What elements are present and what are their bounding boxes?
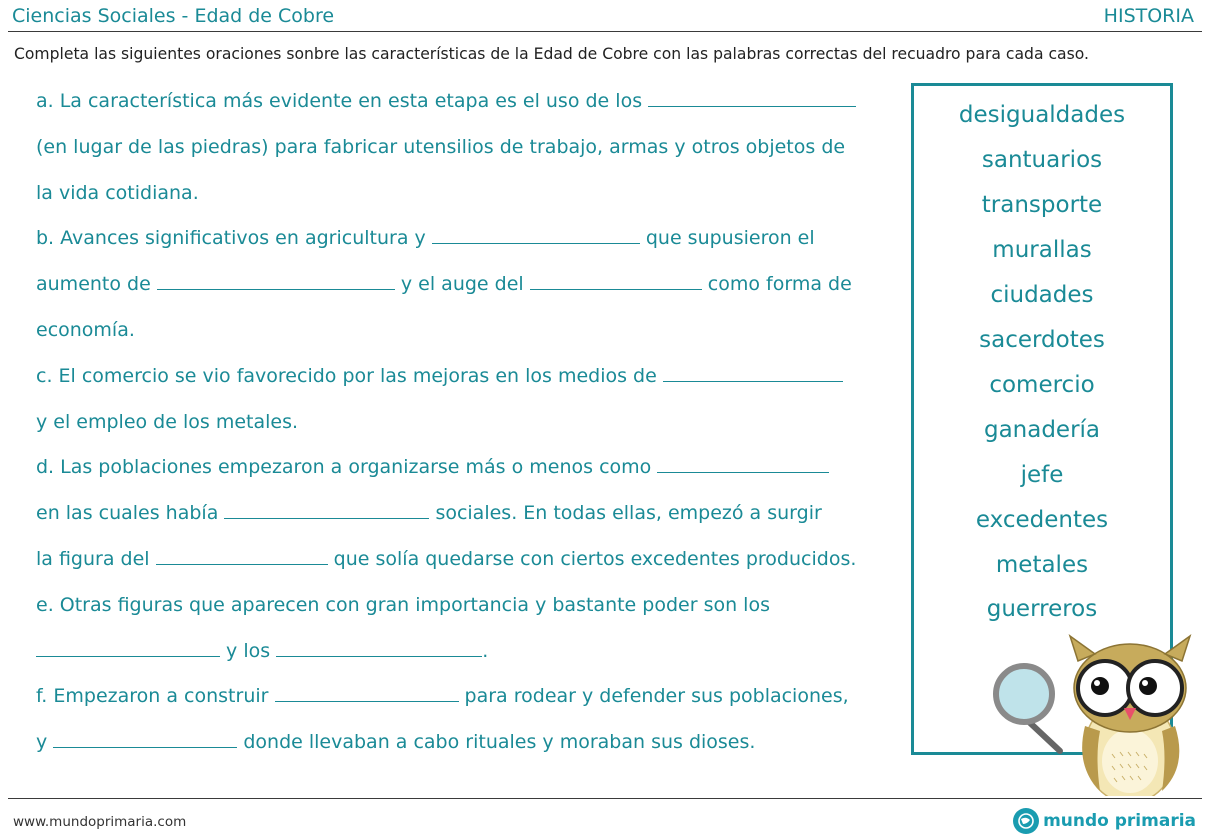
sentence-d-line-1: d. Las poblaciones empezaron a organizarse más o menos como xyxy=(36,452,896,498)
sentence-a-line-2: (en lugar de las piedras) para fabricar utensilios de trabajo, armas y otros objetos de xyxy=(36,135,846,158)
website-link[interactable]: www.mundoprimaria.com xyxy=(13,814,187,830)
blank-e-2[interactable] xyxy=(276,638,482,657)
word-bank-item: guerreros xyxy=(986,596,1098,622)
sentence-d-line-2: en las cuales había sociales. En todas ellas, empezó a surgir xyxy=(36,502,822,525)
footer-divider xyxy=(8,798,1202,799)
blank-a[interactable] xyxy=(648,88,856,107)
sentence-e-line-1: e. Otras figuras que aparecen con gran importancia y bastante poder son los xyxy=(36,593,770,616)
blank-f-2[interactable] xyxy=(53,729,237,748)
sentence-c-line-2: y el empleo de los metales. xyxy=(36,410,299,433)
word-bank-item: desigualdades xyxy=(958,102,1126,128)
header-divider xyxy=(8,31,1202,32)
globe-icon xyxy=(1013,808,1039,834)
blank-d-1[interactable] xyxy=(657,454,829,473)
subject-label: HISTORIA xyxy=(1103,5,1194,27)
sentence-b-line-3: economía. xyxy=(36,318,135,341)
sentence-b-line-1: b. Avances significativos en agricultura y que supusieron el xyxy=(36,227,815,250)
logo-text: mundo primaria xyxy=(1043,811,1196,831)
sentence-f-line-1: f. Empezaron a construir para rodear y defender sus poblaciones, xyxy=(36,685,849,708)
blank-b-1[interactable] xyxy=(432,225,640,244)
sentence-a-line-1: a. La característica más evidente en esta etapa es el uso de los xyxy=(36,86,896,132)
word-bank-item: santuarios xyxy=(981,147,1103,173)
word-bank-item: ciudades xyxy=(990,282,1094,308)
sentence-c-line-1: c. El comercio se vio favorecido por las mejoras en los medios de xyxy=(36,361,896,407)
word-bank-item: sacerdotes xyxy=(979,327,1105,353)
sentence-e-line-2: y los . xyxy=(36,636,896,682)
word-bank-item: comercio xyxy=(989,372,1095,398)
word-bank-item: murallas xyxy=(992,237,1092,263)
instructions: Completa las siguientes oraciones sonbre las características de la Edad de Cobre con las palabras correctas del recuadro para cada caso. xyxy=(14,45,1089,63)
word-bank-item: ganadería xyxy=(983,417,1101,443)
worksheet-title: Ciencias Sociales - Edad de Cobre xyxy=(12,5,335,27)
mundo-primaria-logo xyxy=(1013,808,1196,834)
word-bank-item: metales xyxy=(995,552,1089,578)
word-bank-item: jefe xyxy=(1020,462,1064,488)
sentence-b-line-2: aumento de y el auge del como forma de xyxy=(36,273,852,296)
blank-b-2[interactable] xyxy=(157,271,395,290)
owl-illustration-icon xyxy=(990,626,1200,796)
blank-d-2[interactable] xyxy=(224,500,429,519)
sentences-section xyxy=(36,86,896,773)
word-bank-item: transporte xyxy=(981,192,1103,218)
blank-f-1[interactable] xyxy=(275,683,459,702)
sentence-d-line-3: la figura del que solía quedarse con ciertos excedentes producidos. xyxy=(36,547,857,570)
word-bank-item: excedentes xyxy=(975,507,1109,533)
blank-b-3[interactable] xyxy=(530,271,702,290)
sentence-a-line-3: la vida cotidiana. xyxy=(36,181,199,204)
sentence-f-line-2: y donde llevaban a cabo rituales y moraban sus dioses. xyxy=(36,731,756,754)
blank-e-1[interactable] xyxy=(36,638,220,657)
blank-c[interactable] xyxy=(663,363,843,382)
blank-d-3[interactable] xyxy=(156,546,328,565)
